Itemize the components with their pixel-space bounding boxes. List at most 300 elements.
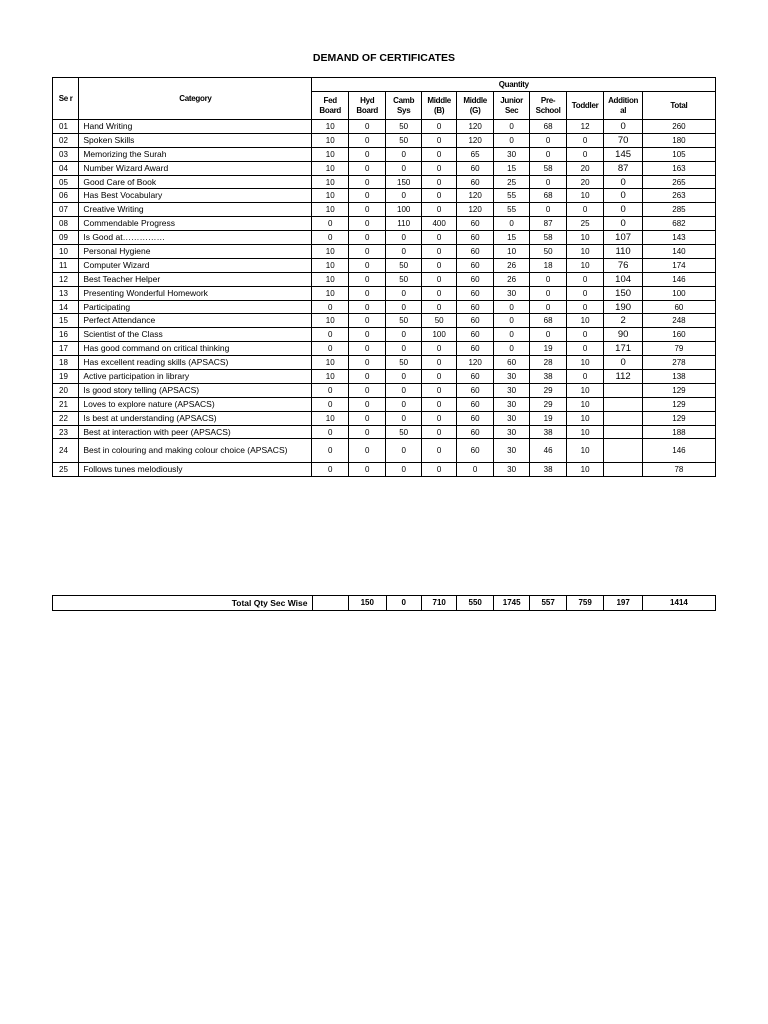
category-cell: Computer Wizard xyxy=(79,258,312,272)
value-cell: 0 xyxy=(421,411,456,425)
value-cell: 70 xyxy=(604,133,643,147)
table-row xyxy=(53,175,716,189)
value-cell: 100 xyxy=(421,328,456,342)
category-cell: Best Teacher Helper xyxy=(79,272,312,286)
value-cell: 0 xyxy=(421,286,456,300)
column-header: Toddler xyxy=(566,92,604,120)
value-cell: 60 xyxy=(493,356,529,370)
value-cell: 0 xyxy=(386,397,421,411)
table-row xyxy=(53,328,716,342)
value-cell: 682 xyxy=(642,217,715,231)
value-cell: 26 xyxy=(493,258,529,272)
value-cell: 100 xyxy=(642,286,715,300)
value-cell: 10 xyxy=(312,286,348,300)
value-cell: 0 xyxy=(348,189,386,203)
value-cell: 0 xyxy=(386,189,421,203)
value-cell: 26 xyxy=(493,272,529,286)
column-header: Total xyxy=(642,92,715,120)
value-cell: 12 xyxy=(566,120,604,134)
value-cell: 0 xyxy=(530,272,566,286)
value-cell: 10 xyxy=(312,272,348,286)
value-cell: 0 xyxy=(421,258,456,272)
total-cell: 1414 xyxy=(642,596,715,611)
value-cell: 30 xyxy=(493,411,529,425)
value-cell: 0 xyxy=(530,286,566,300)
value-cell: 10 xyxy=(312,175,348,189)
value-cell xyxy=(604,425,643,439)
totals-row xyxy=(53,596,716,611)
ser-cell: 09 xyxy=(53,231,79,245)
value-cell: 190 xyxy=(604,300,643,314)
value-cell: 0 xyxy=(386,300,421,314)
value-cell: 29 xyxy=(530,383,566,397)
value-cell: 0 xyxy=(386,463,421,477)
value-cell: 0 xyxy=(421,203,456,217)
value-cell xyxy=(604,397,643,411)
value-cell: 60 xyxy=(457,286,493,300)
value-cell: 60 xyxy=(457,411,493,425)
table-row xyxy=(53,245,716,259)
value-cell: 10 xyxy=(566,314,604,328)
table-row xyxy=(53,370,716,384)
value-cell: 58 xyxy=(530,231,566,245)
table-row xyxy=(53,439,716,463)
value-cell: 28 xyxy=(530,356,566,370)
total-cell: 759 xyxy=(566,596,604,611)
value-cell: 100 xyxy=(386,203,421,217)
table-row xyxy=(53,342,716,356)
value-cell: 60 xyxy=(457,272,493,286)
column-header: Middle (B) xyxy=(421,92,456,120)
totals-label: Total Qty Sec Wise xyxy=(53,596,313,611)
quantity-header: Quantity xyxy=(312,78,716,92)
value-cell: 0 xyxy=(312,300,348,314)
value-cell: 0 xyxy=(312,231,348,245)
category-cell: Number Wizard Award xyxy=(79,161,312,175)
table-row xyxy=(53,286,716,300)
column-header: Pre-School xyxy=(530,92,566,120)
value-cell: 50 xyxy=(421,314,456,328)
ser-cell: 19 xyxy=(53,370,79,384)
value-cell: 0 xyxy=(348,120,386,134)
value-cell: 0 xyxy=(312,328,348,342)
category-cell: Has excellent reading skills (APSACS) xyxy=(79,356,312,370)
ser-cell: 20 xyxy=(53,383,79,397)
value-cell: 0 xyxy=(348,217,386,231)
category-cell: Creative Writing xyxy=(79,203,312,217)
value-cell: 143 xyxy=(642,231,715,245)
value-cell: 10 xyxy=(312,133,348,147)
value-cell: 0 xyxy=(604,189,643,203)
value-cell: 68 xyxy=(530,120,566,134)
value-cell: 0 xyxy=(604,120,643,134)
value-cell: 0 xyxy=(421,175,456,189)
value-cell: 60 xyxy=(457,397,493,411)
ser-cell: 10 xyxy=(53,245,79,259)
value-cell: 20 xyxy=(566,161,604,175)
value-cell: 68 xyxy=(530,189,566,203)
value-cell: 146 xyxy=(642,439,715,463)
value-cell: 0 xyxy=(348,411,386,425)
value-cell: 60 xyxy=(457,258,493,272)
value-cell: 0 xyxy=(421,397,456,411)
value-cell: 0 xyxy=(386,286,421,300)
ser-cell: 11 xyxy=(53,258,79,272)
value-cell: 0 xyxy=(348,383,386,397)
total-cell: 197 xyxy=(604,596,643,611)
value-cell: 90 xyxy=(604,328,643,342)
category-cell: Has good command on critical thinking xyxy=(79,342,312,356)
value-cell: 0 xyxy=(348,370,386,384)
ser-cell: 07 xyxy=(53,203,79,217)
table-row xyxy=(53,231,716,245)
value-cell: 0 xyxy=(457,463,493,477)
value-cell: 110 xyxy=(604,245,643,259)
ser-cell: 01 xyxy=(53,120,79,134)
value-cell: 285 xyxy=(642,203,715,217)
value-cell: 60 xyxy=(457,175,493,189)
value-cell: 145 xyxy=(604,147,643,161)
ser-cell: 23 xyxy=(53,425,79,439)
table-row xyxy=(53,203,716,217)
value-cell: 10 xyxy=(566,245,604,259)
category-cell: Scientist of the Class xyxy=(79,328,312,342)
ser-cell: 18 xyxy=(53,356,79,370)
value-cell: 0 xyxy=(386,342,421,356)
value-cell: 107 xyxy=(604,231,643,245)
value-cell: 120 xyxy=(457,189,493,203)
value-cell: 0 xyxy=(604,203,643,217)
ser-cell: 14 xyxy=(53,300,79,314)
value-cell: 0 xyxy=(386,147,421,161)
table-row xyxy=(53,411,716,425)
category-cell: Best in colouring and making colour choice (APSACS) xyxy=(79,439,312,463)
ser-cell: 22 xyxy=(53,411,79,425)
total-cell: 710 xyxy=(421,596,456,611)
value-cell: 50 xyxy=(386,272,421,286)
value-cell: 0 xyxy=(348,231,386,245)
table-row xyxy=(53,463,716,477)
value-cell: 50 xyxy=(386,133,421,147)
value-cell: 10 xyxy=(566,231,604,245)
value-cell: 60 xyxy=(457,439,493,463)
value-cell: 0 xyxy=(493,328,529,342)
value-cell: 0 xyxy=(530,203,566,217)
value-cell: 0 xyxy=(312,383,348,397)
table-row xyxy=(53,300,716,314)
value-cell: 10 xyxy=(566,425,604,439)
table-row xyxy=(53,161,716,175)
ser-cell: 16 xyxy=(53,328,79,342)
value-cell: 0 xyxy=(421,272,456,286)
table-row xyxy=(53,314,716,328)
value-cell: 60 xyxy=(457,314,493,328)
value-cell: 25 xyxy=(493,175,529,189)
value-cell: 60 xyxy=(457,217,493,231)
value-cell: 0 xyxy=(348,439,386,463)
ser-cell: 04 xyxy=(53,161,79,175)
value-cell: 50 xyxy=(386,425,421,439)
value-cell: 60 xyxy=(457,328,493,342)
value-cell: 10 xyxy=(312,161,348,175)
value-cell: 0 xyxy=(386,383,421,397)
value-cell: 0 xyxy=(348,425,386,439)
value-cell: 46 xyxy=(530,439,566,463)
category-cell: Follows tunes melodiously xyxy=(79,463,312,477)
value-cell: 0 xyxy=(386,245,421,259)
totals-table xyxy=(52,595,716,611)
value-cell: 0 xyxy=(348,300,386,314)
value-cell: 0 xyxy=(493,217,529,231)
value-cell: 112 xyxy=(604,370,643,384)
category-cell: Has Best Vocabulary xyxy=(79,189,312,203)
column-header: Addition al xyxy=(604,92,643,120)
value-cell: 0 xyxy=(348,245,386,259)
category-cell: Memorizing the Surah xyxy=(79,147,312,161)
table-row xyxy=(53,120,716,134)
value-cell: 19 xyxy=(530,411,566,425)
value-cell: 87 xyxy=(530,217,566,231)
total-cell: 150 xyxy=(349,596,387,611)
value-cell: 30 xyxy=(493,383,529,397)
value-cell: 120 xyxy=(457,133,493,147)
value-cell: 0 xyxy=(604,356,643,370)
ser-cell: 21 xyxy=(53,397,79,411)
value-cell: 60 xyxy=(457,161,493,175)
value-cell: 50 xyxy=(386,120,421,134)
value-cell: 0 xyxy=(566,272,604,286)
category-cell: Spoken Skills xyxy=(79,133,312,147)
value-cell: 188 xyxy=(642,425,715,439)
value-cell: 50 xyxy=(530,245,566,259)
value-cell: 0 xyxy=(421,463,456,477)
value-cell: 60 xyxy=(457,425,493,439)
value-cell: 0 xyxy=(421,245,456,259)
value-cell: 58 xyxy=(530,161,566,175)
value-cell: 0 xyxy=(421,356,456,370)
certificates-table xyxy=(52,77,716,477)
value-cell: 2 xyxy=(604,314,643,328)
value-cell xyxy=(604,411,643,425)
value-cell: 260 xyxy=(642,120,715,134)
value-cell: 0 xyxy=(348,342,386,356)
value-cell: 0 xyxy=(348,328,386,342)
value-cell: 78 xyxy=(642,463,715,477)
value-cell: 10 xyxy=(312,314,348,328)
value-cell: 0 xyxy=(421,189,456,203)
value-cell: 10 xyxy=(312,370,348,384)
table-row xyxy=(53,189,716,203)
value-cell: 55 xyxy=(493,189,529,203)
value-cell: 120 xyxy=(457,356,493,370)
value-cell: 110 xyxy=(386,217,421,231)
table-row xyxy=(53,258,716,272)
value-cell: 10 xyxy=(312,203,348,217)
value-cell: 146 xyxy=(642,272,715,286)
column-header: Junior Sec xyxy=(493,92,529,120)
value-cell: 0 xyxy=(604,175,643,189)
column-header: Hyd Board xyxy=(348,92,386,120)
table-row xyxy=(53,356,716,370)
value-cell: 0 xyxy=(421,300,456,314)
value-cell: 180 xyxy=(642,133,715,147)
value-cell: 19 xyxy=(530,342,566,356)
value-cell: 278 xyxy=(642,356,715,370)
value-cell: 0 xyxy=(421,161,456,175)
column-header: Middle (G) xyxy=(457,92,493,120)
value-cell: 160 xyxy=(642,328,715,342)
value-cell: 0 xyxy=(421,370,456,384)
ser-cell: 12 xyxy=(53,272,79,286)
value-cell: 400 xyxy=(421,217,456,231)
value-cell: 0 xyxy=(566,342,604,356)
ser-cell: 03 xyxy=(53,147,79,161)
value-cell: 0 xyxy=(421,383,456,397)
value-cell: 0 xyxy=(312,217,348,231)
value-cell: 0 xyxy=(530,147,566,161)
value-cell: 120 xyxy=(457,203,493,217)
value-cell: 60 xyxy=(457,370,493,384)
value-cell: 0 xyxy=(421,120,456,134)
value-cell: 0 xyxy=(421,133,456,147)
value-cell: 55 xyxy=(493,203,529,217)
value-cell: 0 xyxy=(530,300,566,314)
category-cell: Is best at understanding (APSACS) xyxy=(79,411,312,425)
category-cell: Participating xyxy=(79,300,312,314)
value-cell: 104 xyxy=(604,272,643,286)
value-cell: 0 xyxy=(312,425,348,439)
value-cell: 30 xyxy=(493,397,529,411)
table-row xyxy=(53,383,716,397)
value-cell: 0 xyxy=(348,463,386,477)
value-cell: 10 xyxy=(566,258,604,272)
category-cell: Commendable Progress xyxy=(79,217,312,231)
table-row xyxy=(53,147,716,161)
value-cell: 18 xyxy=(530,258,566,272)
value-cell: 30 xyxy=(493,147,529,161)
value-cell: 60 xyxy=(457,342,493,356)
table-row xyxy=(53,272,716,286)
value-cell: 0 xyxy=(566,203,604,217)
value-cell: 0 xyxy=(493,300,529,314)
column-header: Camb Sys xyxy=(386,92,421,120)
value-cell: 30 xyxy=(493,439,529,463)
category-cell: Hand Writing xyxy=(79,120,312,134)
value-cell: 0 xyxy=(386,370,421,384)
value-cell: 10 xyxy=(566,397,604,411)
value-cell: 0 xyxy=(421,231,456,245)
ser-cell: 17 xyxy=(53,342,79,356)
value-cell: 0 xyxy=(604,217,643,231)
value-cell: 10 xyxy=(566,439,604,463)
value-cell: 0 xyxy=(312,342,348,356)
category-cell: Presenting Wonderful Homework xyxy=(79,286,312,300)
value-cell: 0 xyxy=(386,411,421,425)
category-header: Category xyxy=(79,78,312,120)
value-cell: 0 xyxy=(566,133,604,147)
value-cell: 50 xyxy=(386,356,421,370)
value-cell xyxy=(604,383,643,397)
value-cell: 0 xyxy=(566,286,604,300)
total-cell: 550 xyxy=(457,596,493,611)
ser-cell: 25 xyxy=(53,463,79,477)
value-cell: 265 xyxy=(642,175,715,189)
total-cell xyxy=(312,596,348,611)
value-cell: 30 xyxy=(493,463,529,477)
value-cell: 60 xyxy=(457,231,493,245)
value-cell: 10 xyxy=(312,189,348,203)
value-cell: 38 xyxy=(530,370,566,384)
value-cell: 0 xyxy=(566,370,604,384)
value-cell: 10 xyxy=(312,411,348,425)
value-cell: 65 xyxy=(457,147,493,161)
value-cell: 0 xyxy=(566,147,604,161)
table-row xyxy=(53,425,716,439)
value-cell: 163 xyxy=(642,161,715,175)
value-cell: 38 xyxy=(530,463,566,477)
value-cell: 150 xyxy=(386,175,421,189)
ser-cell: 08 xyxy=(53,217,79,231)
value-cell: 0 xyxy=(348,286,386,300)
value-cell: 10 xyxy=(312,147,348,161)
value-cell: 10 xyxy=(312,245,348,259)
value-cell: 0 xyxy=(530,328,566,342)
page-title: DEMAND OF CERTIFICATES xyxy=(312,52,456,64)
value-cell: 60 xyxy=(457,300,493,314)
value-cell: 0 xyxy=(312,439,348,463)
value-cell: 105 xyxy=(642,147,715,161)
value-cell: 10 xyxy=(312,356,348,370)
value-cell: 60 xyxy=(457,245,493,259)
value-cell: 0 xyxy=(493,342,529,356)
value-cell: 0 xyxy=(530,133,566,147)
value-cell: 60 xyxy=(642,300,715,314)
value-cell: 0 xyxy=(386,231,421,245)
value-cell: 0 xyxy=(312,397,348,411)
value-cell: 10 xyxy=(566,463,604,477)
value-cell: 140 xyxy=(642,245,715,259)
ser-header: Se r xyxy=(53,78,79,120)
table-row xyxy=(53,217,716,231)
value-cell: 0 xyxy=(312,463,348,477)
value-cell: 0 xyxy=(348,147,386,161)
value-cell: 0 xyxy=(421,342,456,356)
category-cell: Good Care of Book xyxy=(79,175,312,189)
value-cell: 10 xyxy=(566,356,604,370)
value-cell: 0 xyxy=(348,314,386,328)
category-cell: Is good story telling (APSACS) xyxy=(79,383,312,397)
value-cell: 10 xyxy=(493,245,529,259)
value-cell: 30 xyxy=(493,286,529,300)
value-cell: 0 xyxy=(421,439,456,463)
value-cell: 0 xyxy=(348,161,386,175)
value-cell: 20 xyxy=(566,175,604,189)
value-cell xyxy=(604,463,643,477)
value-cell: 0 xyxy=(493,133,529,147)
value-cell: 0 xyxy=(348,175,386,189)
value-cell: 0 xyxy=(348,356,386,370)
value-cell: 10 xyxy=(312,258,348,272)
value-cell: 129 xyxy=(642,383,715,397)
table-row xyxy=(53,397,716,411)
ser-cell: 06 xyxy=(53,189,79,203)
total-cell: 557 xyxy=(530,596,566,611)
value-cell: 76 xyxy=(604,258,643,272)
value-cell: 10 xyxy=(566,189,604,203)
value-cell: 87 xyxy=(604,161,643,175)
value-cell: 15 xyxy=(493,161,529,175)
value-cell: 120 xyxy=(457,120,493,134)
